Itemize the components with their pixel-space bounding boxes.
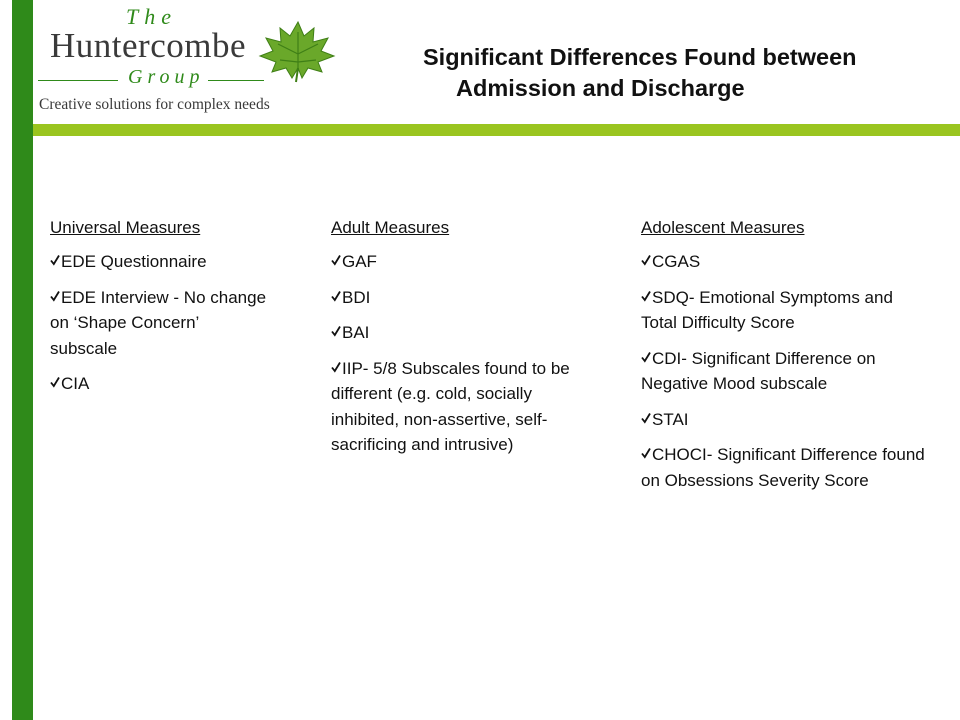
measure-text: CHOCI- Significant Difference found on Obsessions Severity Score [641, 445, 925, 490]
left-accent-bar [12, 0, 33, 720]
checkmark-icon [331, 361, 341, 373]
list-item [50, 249, 270, 275]
measure-text: SDQ- Emotional Symptoms and Total Difficulty Score [641, 287, 893, 332]
measure-text: BAI [342, 323, 370, 342]
list-item [641, 407, 931, 433]
universal-measures-list [50, 249, 270, 397]
checkmark-icon [641, 351, 651, 363]
title-line-1: Significant Differences Found between [423, 44, 857, 70]
measure-text: STAI [652, 409, 689, 429]
list-item [331, 320, 581, 346]
list-item [331, 249, 581, 275]
list-item [50, 285, 270, 362]
list-item [50, 371, 270, 397]
checkmark-icon [331, 254, 341, 266]
measure-text: EDE Questionnaire [61, 252, 207, 271]
measure-text: CDI- Significant Difference on Negative Mood subscale [641, 348, 876, 393]
logo-group-text: Group [128, 66, 205, 88]
checkmark-icon [641, 447, 651, 459]
adolescent-measures-column [641, 216, 931, 503]
maple-leaf-icon [258, 18, 336, 84]
list-item [641, 346, 931, 397]
logo-rule-left [38, 80, 118, 81]
universal-measures-heading: Universal Measures [50, 218, 201, 237]
checkmark-icon [331, 290, 341, 302]
adult-measures-column [331, 216, 581, 468]
universal-measures-column [50, 216, 270, 407]
list-item [641, 442, 931, 493]
header-divider [33, 124, 960, 136]
adult-measures-list [331, 249, 581, 458]
checkmark-icon [641, 412, 651, 424]
adult-measures-heading: Adult Measures [331, 218, 450, 237]
list-item [641, 249, 931, 275]
adolescent-measures-heading: Adolescent Measures [641, 218, 805, 237]
checkmark-icon [641, 290, 651, 302]
checkmark-icon [641, 254, 651, 266]
measure-text: CGAS [652, 252, 701, 271]
checkmark-icon [50, 376, 60, 388]
list-item [331, 356, 581, 458]
logo-the-text: The [126, 4, 177, 29]
measure-text: BDI [342, 287, 371, 307]
huntercombe-logo [36, 2, 336, 120]
measure-text: GAF [342, 252, 377, 271]
logo-name-text: Huntercombe [50, 26, 246, 65]
checkmark-icon [50, 290, 60, 302]
checkmark-icon [50, 254, 60, 266]
slide-title [360, 42, 940, 104]
adolescent-measures-list [641, 249, 931, 493]
logo-rule-right [208, 80, 264, 81]
measure-text: EDE Interview - No change on ‘Shape Concern’ subscale [50, 287, 267, 358]
measure-text: CIA [61, 374, 90, 393]
list-item [641, 285, 931, 336]
logo-tagline: Creative solutions for complex needs [39, 96, 270, 113]
checkmark-icon [331, 325, 341, 337]
list-item [331, 285, 581, 311]
title-line-2: Admission and Discharge [456, 75, 745, 101]
measure-text: IIP- 5/8 Subscales found to be different (e.g. cold, socially inhibited, non-assertive, self-sacrificing and intrusive) [331, 358, 570, 454]
